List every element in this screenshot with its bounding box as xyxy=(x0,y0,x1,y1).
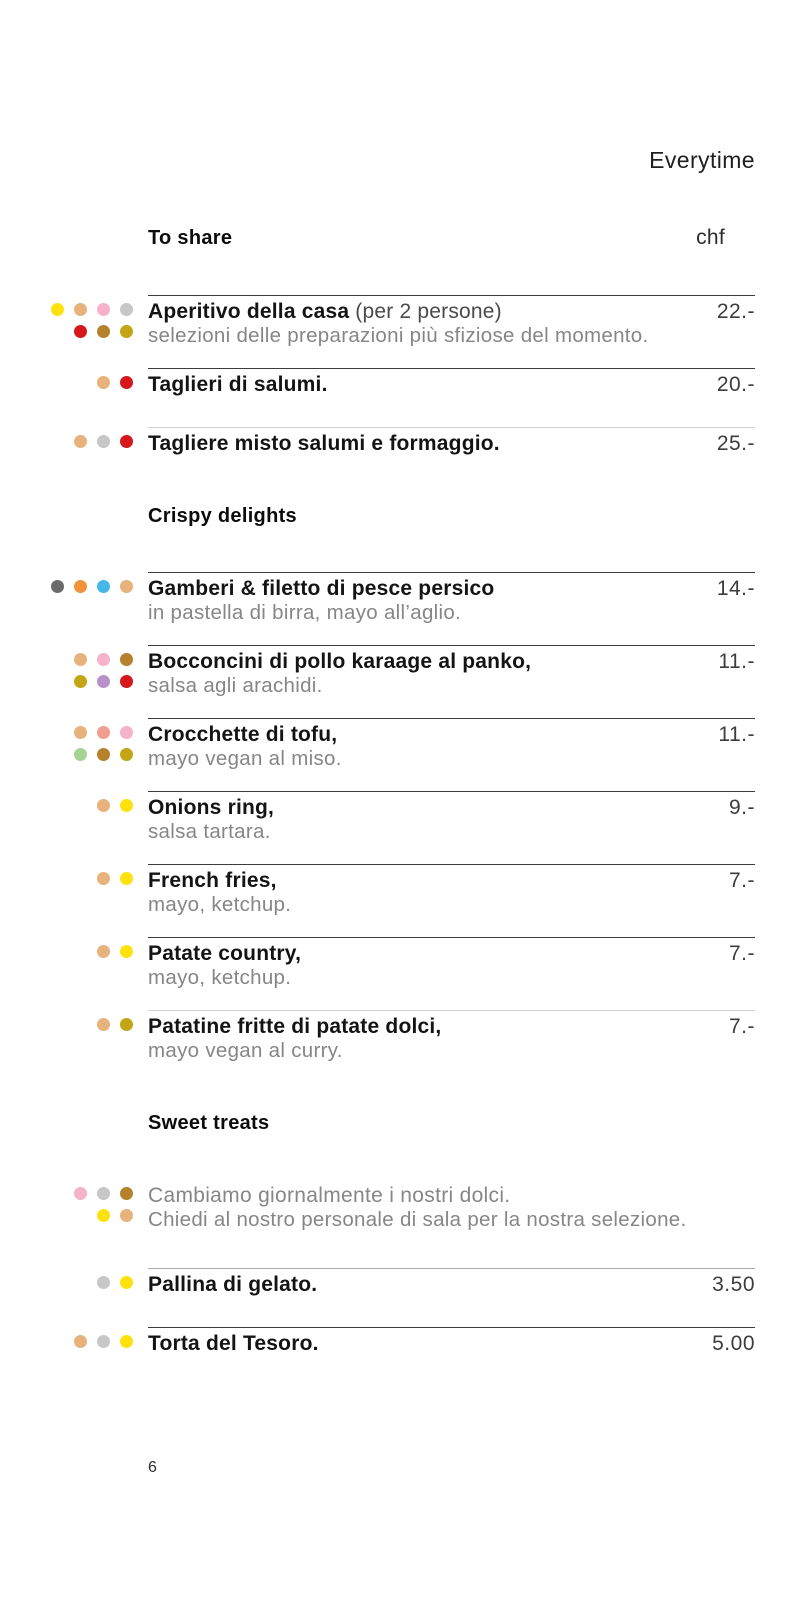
menu-item xyxy=(148,1010,755,1067)
allergen-dot-olive xyxy=(74,675,87,688)
allergen-dot-row xyxy=(51,303,133,316)
item-price: 7.- xyxy=(728,1015,755,1038)
menu-item xyxy=(148,368,755,427)
allergen-dot-yellow xyxy=(51,303,64,316)
item-name: Tagliere misto salumi e formaggio. xyxy=(148,432,500,455)
allergen-dot-tan xyxy=(74,726,87,739)
allergen-dots xyxy=(51,303,133,338)
item-price: 22.- xyxy=(716,300,755,323)
allergen-dot-tan xyxy=(74,1335,87,1348)
menu-item xyxy=(148,864,755,937)
allergen-dot-row xyxy=(74,325,133,338)
allergen-dot-tan xyxy=(74,435,87,448)
section-title: Sweet treats xyxy=(148,1112,270,1134)
allergen-dots xyxy=(97,1018,133,1031)
allergen-dot-red xyxy=(120,435,133,448)
allergen-dot-pink xyxy=(74,1187,87,1200)
allergen-dot-tan xyxy=(120,580,133,593)
allergen-dot-row xyxy=(74,1187,133,1200)
allergen-dot-pink xyxy=(120,726,133,739)
item-description: mayo, ketchup. xyxy=(148,966,292,989)
allergen-dot-orange xyxy=(74,580,87,593)
item-description: salsa agli arachidi. xyxy=(148,674,323,697)
item-name-row xyxy=(148,722,755,747)
menu-section xyxy=(148,226,755,460)
menu-item xyxy=(148,937,755,1010)
section-title: Crispy delights xyxy=(148,505,297,527)
menu-item xyxy=(148,427,755,460)
allergen-dot-brown xyxy=(120,1187,133,1200)
item-name-row xyxy=(148,372,755,397)
item-price: 25.- xyxy=(716,432,755,455)
item-name-row xyxy=(148,649,755,674)
allergen-dot-olive xyxy=(120,748,133,761)
menu-section xyxy=(148,1111,755,1360)
allergen-dot-yellow xyxy=(120,799,133,812)
page-number: 6 xyxy=(148,1459,157,1476)
item-price: 7.- xyxy=(728,942,755,965)
allergen-dot-pink xyxy=(97,303,110,316)
allergen-dot-row xyxy=(97,376,133,389)
allergen-dot-brown xyxy=(97,748,110,761)
item-name-row xyxy=(148,941,755,966)
item-description: in pastella di birra, mayo all’aglio. xyxy=(148,601,462,624)
menu-item xyxy=(148,718,755,791)
allergen-dot-red xyxy=(74,325,87,338)
allergen-dot-row xyxy=(74,1335,133,1348)
allergen-dot-yellow xyxy=(120,945,133,958)
item-price: 11.- xyxy=(718,650,755,673)
allergen-dot-brown xyxy=(120,653,133,666)
allergen-dot-pink xyxy=(97,653,110,666)
menu-sections xyxy=(148,226,755,1360)
section-title: To share xyxy=(148,227,233,249)
item-name: Patatine fritte di patate dolci, xyxy=(148,1015,442,1038)
allergen-dot-row xyxy=(51,580,133,593)
allergen-dot-row xyxy=(97,945,133,958)
allergen-dot-row xyxy=(74,675,133,688)
item-name: Taglieri di salumi. xyxy=(148,373,328,396)
item-description: mayo vegan al miso. xyxy=(148,747,342,770)
allergen-dots xyxy=(74,1187,133,1222)
allergen-dot-yellow xyxy=(97,1209,110,1222)
item-price: 11.- xyxy=(718,723,755,746)
item-description: selezioni delle preparazioni più sfiziose del momento. xyxy=(148,324,649,347)
item-name-row xyxy=(148,1272,755,1297)
item-price: 9.- xyxy=(728,796,755,819)
allergen-dot-gray xyxy=(97,435,110,448)
item-name-row xyxy=(148,1331,755,1356)
allergen-dot-yellow xyxy=(120,1335,133,1348)
item-name: French fries, xyxy=(148,869,277,892)
item-description: salsa tartara. xyxy=(148,820,271,843)
section-items xyxy=(148,295,755,460)
allergen-dots xyxy=(74,435,133,448)
allergen-dots xyxy=(97,376,133,389)
section-items xyxy=(148,1179,755,1360)
allergen-dots xyxy=(74,726,133,761)
allergen-dot-row xyxy=(97,1276,133,1289)
menu-item xyxy=(148,645,755,718)
allergen-dot-gray xyxy=(120,303,133,316)
item-name: Crocchette di tofu, xyxy=(148,723,338,746)
allergen-dots xyxy=(97,1276,133,1289)
allergen-dot-row xyxy=(97,1209,133,1222)
currency-label: chf xyxy=(696,226,725,249)
item-name: Onions ring, xyxy=(148,796,275,819)
allergen-dot-darkgray xyxy=(51,580,64,593)
allergen-dot-row xyxy=(97,872,133,885)
allergen-dots xyxy=(74,653,133,688)
allergen-dot-tan xyxy=(97,1018,110,1031)
item-name: Gamberi & filetto di pesce persico xyxy=(148,577,495,600)
allergen-dots xyxy=(74,1335,133,1348)
allergen-dot-tan xyxy=(74,653,87,666)
item-price: 14.- xyxy=(716,577,755,600)
item-name-row xyxy=(148,299,755,324)
allergen-dot-gray xyxy=(97,1276,110,1289)
allergen-dot-tan xyxy=(97,799,110,812)
menu-section xyxy=(148,504,755,1067)
allergen-dot-tan xyxy=(97,872,110,885)
allergen-dots xyxy=(97,945,133,958)
allergen-dot-row xyxy=(74,653,133,666)
menu-item xyxy=(148,1268,755,1327)
allergen-dot-gray xyxy=(97,1335,110,1348)
allergen-dot-brown xyxy=(97,325,110,338)
allergen-dot-row xyxy=(74,726,133,739)
allergen-dot-gray xyxy=(97,1187,110,1200)
item-description: Chiedi al nostro personale di sala per la nostra selezione. xyxy=(148,1208,687,1231)
menu-availability-label: Everytime xyxy=(649,147,755,173)
item-price: 5.00 xyxy=(712,1332,755,1355)
item-price: 20.- xyxy=(716,373,755,396)
item-name-suffix: (per 2 persone) xyxy=(349,300,502,323)
menu-item xyxy=(148,1179,755,1268)
item-name: Torta del Tesoro. xyxy=(148,1332,319,1355)
item-description: mayo vegan al curry. xyxy=(148,1039,343,1062)
item-name-row xyxy=(148,1014,755,1039)
item-description: mayo, ketchup. xyxy=(148,893,292,916)
section-header xyxy=(148,1111,755,1135)
allergen-dot-tan xyxy=(74,303,87,316)
allergen-dot-row xyxy=(74,748,133,761)
menu-item xyxy=(148,295,755,368)
menu-item xyxy=(148,1327,755,1360)
allergen-dots xyxy=(97,872,133,885)
item-name: Pallina di gelato. xyxy=(148,1273,318,1296)
allergen-dot-row xyxy=(74,435,133,448)
allergen-dot-olive xyxy=(120,1018,133,1031)
section-items xyxy=(148,572,755,1067)
item-name-row xyxy=(148,795,755,820)
allergen-dot-blue xyxy=(97,580,110,593)
section-header xyxy=(148,226,755,250)
allergen-dot-yellow xyxy=(120,872,133,885)
menu-item xyxy=(148,791,755,864)
item-name-row xyxy=(148,431,755,456)
item-name-row xyxy=(148,576,755,601)
allergen-dots xyxy=(97,799,133,812)
menu-item xyxy=(148,572,755,645)
item-price: 3.50 xyxy=(712,1273,755,1296)
allergen-dot-tan xyxy=(97,376,110,389)
item-name: Patate country, xyxy=(148,942,302,965)
section-header xyxy=(148,504,755,528)
item-name: Cambiamo giornalmente i nostri dolci. xyxy=(148,1184,511,1207)
allergen-dot-lilac xyxy=(97,675,110,688)
allergen-dot-tan xyxy=(120,1209,133,1222)
allergen-dot-row xyxy=(97,1018,133,1031)
allergen-dot-row xyxy=(97,799,133,812)
menu-content xyxy=(148,0,755,1360)
item-name-row xyxy=(148,1183,755,1208)
allergen-dot-yellow xyxy=(120,1276,133,1289)
item-name-row xyxy=(148,868,755,893)
allergen-dot-green xyxy=(74,748,87,761)
allergen-dot-tan xyxy=(97,945,110,958)
item-price: 7.- xyxy=(728,869,755,892)
allergen-dots xyxy=(51,580,133,593)
item-name: Bocconcini di pollo karaage al panko, xyxy=(148,650,532,673)
allergen-dot-red xyxy=(120,675,133,688)
allergen-dot-red xyxy=(120,376,133,389)
item-name: Aperitivo della casa (per 2 persone) xyxy=(148,300,502,323)
allergen-dot-olive xyxy=(120,325,133,338)
allergen-dot-salmon xyxy=(97,726,110,739)
